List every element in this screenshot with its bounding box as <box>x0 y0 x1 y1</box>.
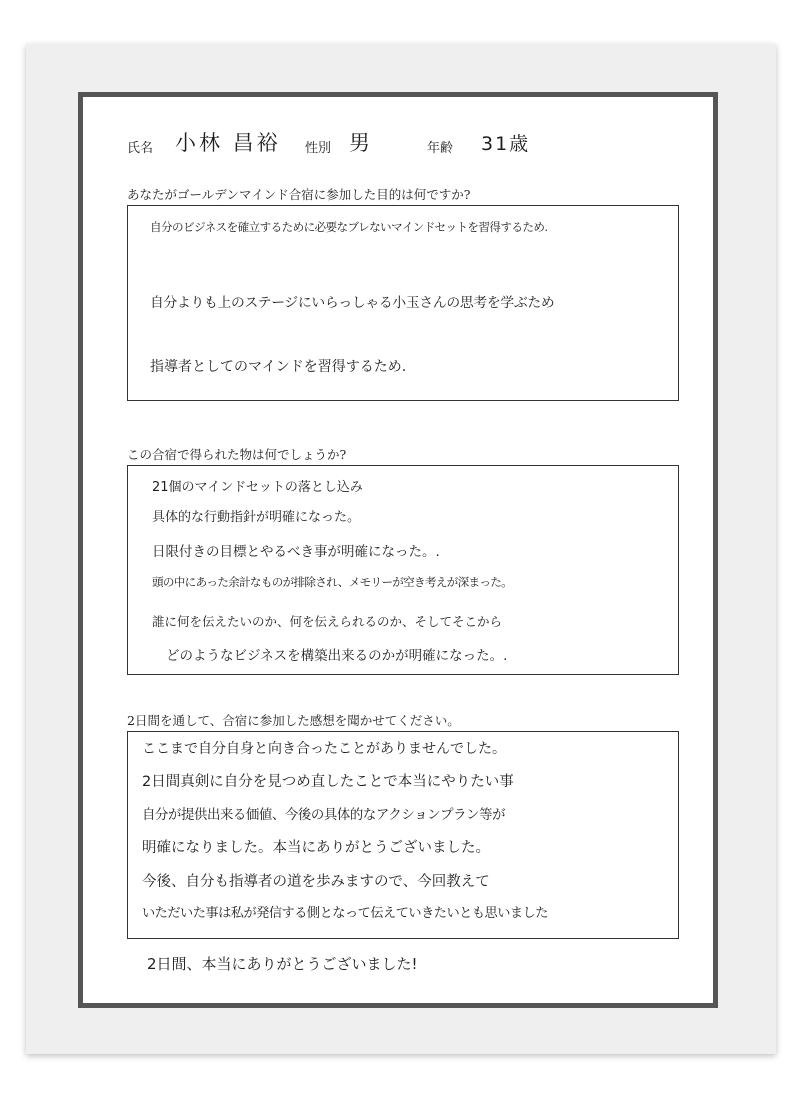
impression-line-2: 2日間真剣に自分を見つめ直したことで本当にやりたい事 <box>142 774 514 790</box>
survey-sheet <box>78 92 718 1008</box>
answer-1-2: 自分よりも上のステージにいらっしゃる小玉さんの思考を学ぶため <box>150 295 555 311</box>
age-label: 年齢 <box>427 141 454 156</box>
impression-line-4: 明確になりました。本当にありがとうございました。 <box>142 840 490 856</box>
answer-box-3 <box>127 731 679 939</box>
answer-2-4: 頭の中にあった余計なものが排除され、メモリーが空き考えが深まった。 <box>152 575 513 589</box>
question-2: この合宿で得られた物は何でしょうか? <box>127 447 347 462</box>
answer-1-3: 指導者としてのマインドを習得するため. <box>150 359 407 375</box>
answer-box-2 <box>127 465 679 675</box>
answer-1-1: 自分のビジネスを確立するために必要なブレないマインドセットを習得するため. <box>150 220 548 234</box>
impression-line-6: いただいた事は私が発信する側となって伝えていきたいとも思いました <box>142 906 548 921</box>
question-3: 2日間を通して、合宿に参加した感想を聞かせてください。 <box>127 713 460 728</box>
gender-value: 男 <box>349 131 370 155</box>
answer-2-1: 21個のマインドセットの落とし込み <box>152 480 363 495</box>
answer-2-3: 日限付きの目標とやるべき事が明確になった。. <box>152 544 440 560</box>
name-label: 氏名 <box>127 141 154 156</box>
closing-line: 2日間、本当にありがとうございました! <box>147 955 418 973</box>
gender-label: 性別 <box>305 141 332 156</box>
age-value: 31歳 <box>481 133 531 155</box>
answer-2-6: どのようなビジネスを構築出来るのかが明確になった。. <box>166 648 508 664</box>
impression-line-5: 今後、自分も指導者の道を歩みますので、今回教えて <box>142 874 490 890</box>
answer-box-1 <box>127 205 679 401</box>
impression-line-1: ここまで自分自身と向き合ったことがありませんでした。 <box>142 741 506 757</box>
impression-line-3: 自分が提供出来る価値、今後の具体的なアクションプラン等が <box>142 808 506 823</box>
name-value: 小林 昌裕 <box>175 131 281 155</box>
question-1: あなたがゴールデンマインド合宿に参加した目的は何ですか? <box>127 187 471 202</box>
answer-2-5: 誰に何を伝えたいのか、何を伝えられるのか、そしてそこから <box>152 614 503 629</box>
answer-2-2: 具体的な行動指針が明確になった。 <box>152 510 361 525</box>
